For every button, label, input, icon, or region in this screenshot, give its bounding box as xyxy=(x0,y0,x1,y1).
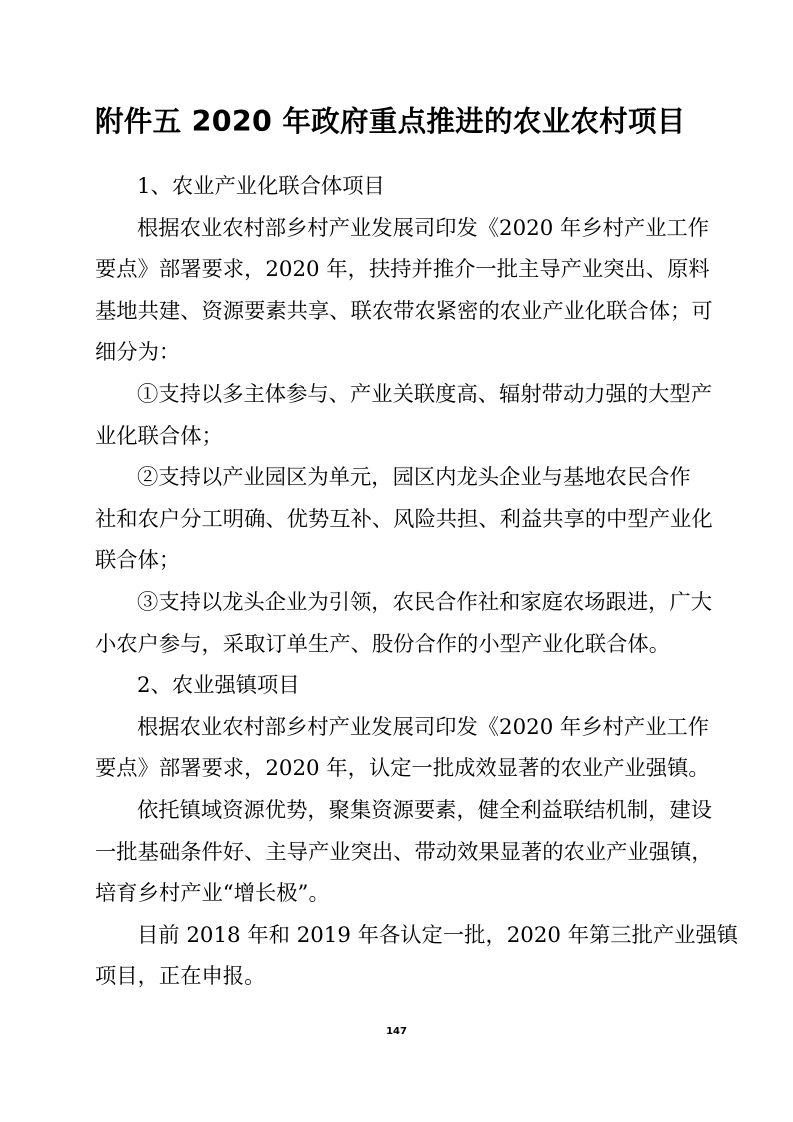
document-body xyxy=(95,166,739,998)
text-line: 一批基础条件好、主导产业突出、带动效果显著的农业产业强镇， xyxy=(95,839,713,865)
text-line: 业化联合体； xyxy=(95,423,223,449)
item-2 xyxy=(95,457,713,582)
text-line: 2、农业强镇项目 xyxy=(137,673,300,699)
text-line: 培育乡村产业“增长极”。 xyxy=(95,881,330,907)
text-line: 要点》部署要求，2020 年，扶持并推介一批主导产业突出、原料 xyxy=(95,257,710,283)
page-number: 147 xyxy=(386,1026,407,1037)
text-line: 社和农户分工明确、优势互补、风险共担、利益共享的中型产业化 xyxy=(95,506,713,532)
section-2-heading xyxy=(95,665,705,707)
text-line: ②支持以产业园区为单元，园区内龙头企业与基地农民合作 xyxy=(137,465,691,491)
section-2-detail xyxy=(95,790,713,915)
text-line: 1、农业产业化联合体项目 xyxy=(137,174,385,199)
item-1 xyxy=(95,374,713,457)
text-line: 基地共建、资源要素共享、联农带农紧密的农业产业化联合体；可 xyxy=(95,298,713,324)
text-line: 项目，正在申报。 xyxy=(95,964,266,990)
text-line: 联合体； xyxy=(95,548,181,574)
text-line: 目前 2018 年和 2019 年各认定一批，2020 年第三批产业强镇 xyxy=(137,922,739,948)
text-line: 根据农业农村部乡村产业发展司印发《2020 年乡村产业工作 xyxy=(137,215,710,241)
section-2-status xyxy=(95,915,739,998)
section-1-heading xyxy=(95,166,705,208)
text-line: 依托镇域资源优势，聚集资源要素，健全利益联结机制，建设 xyxy=(137,797,713,823)
text-line: ③支持以龙头企业为引领，农民合作社和家庭农场跟进，广大 xyxy=(137,589,713,615)
text-line: 要点》部署要求，2020 年，认定一批成效显著的农业产业强镇。 xyxy=(95,756,710,782)
page-title: 附件五 2020 年政府重点推进的农业农村项目 xyxy=(95,105,686,138)
text-line: 细分为： xyxy=(95,340,181,366)
text-line: 小农户参与，采取订单生产、股份合作的小型产业化联合体。 xyxy=(95,631,671,657)
section-2-intro xyxy=(95,707,710,790)
item-3 xyxy=(95,582,713,665)
text-line: ①支持以多主体参与、产业关联度高、辐射带动力强的大型产 xyxy=(137,381,713,407)
text-line: 根据农业农村部乡村产业发展司印发《2020 年乡村产业工作 xyxy=(137,714,710,740)
section-1-intro xyxy=(95,208,713,374)
